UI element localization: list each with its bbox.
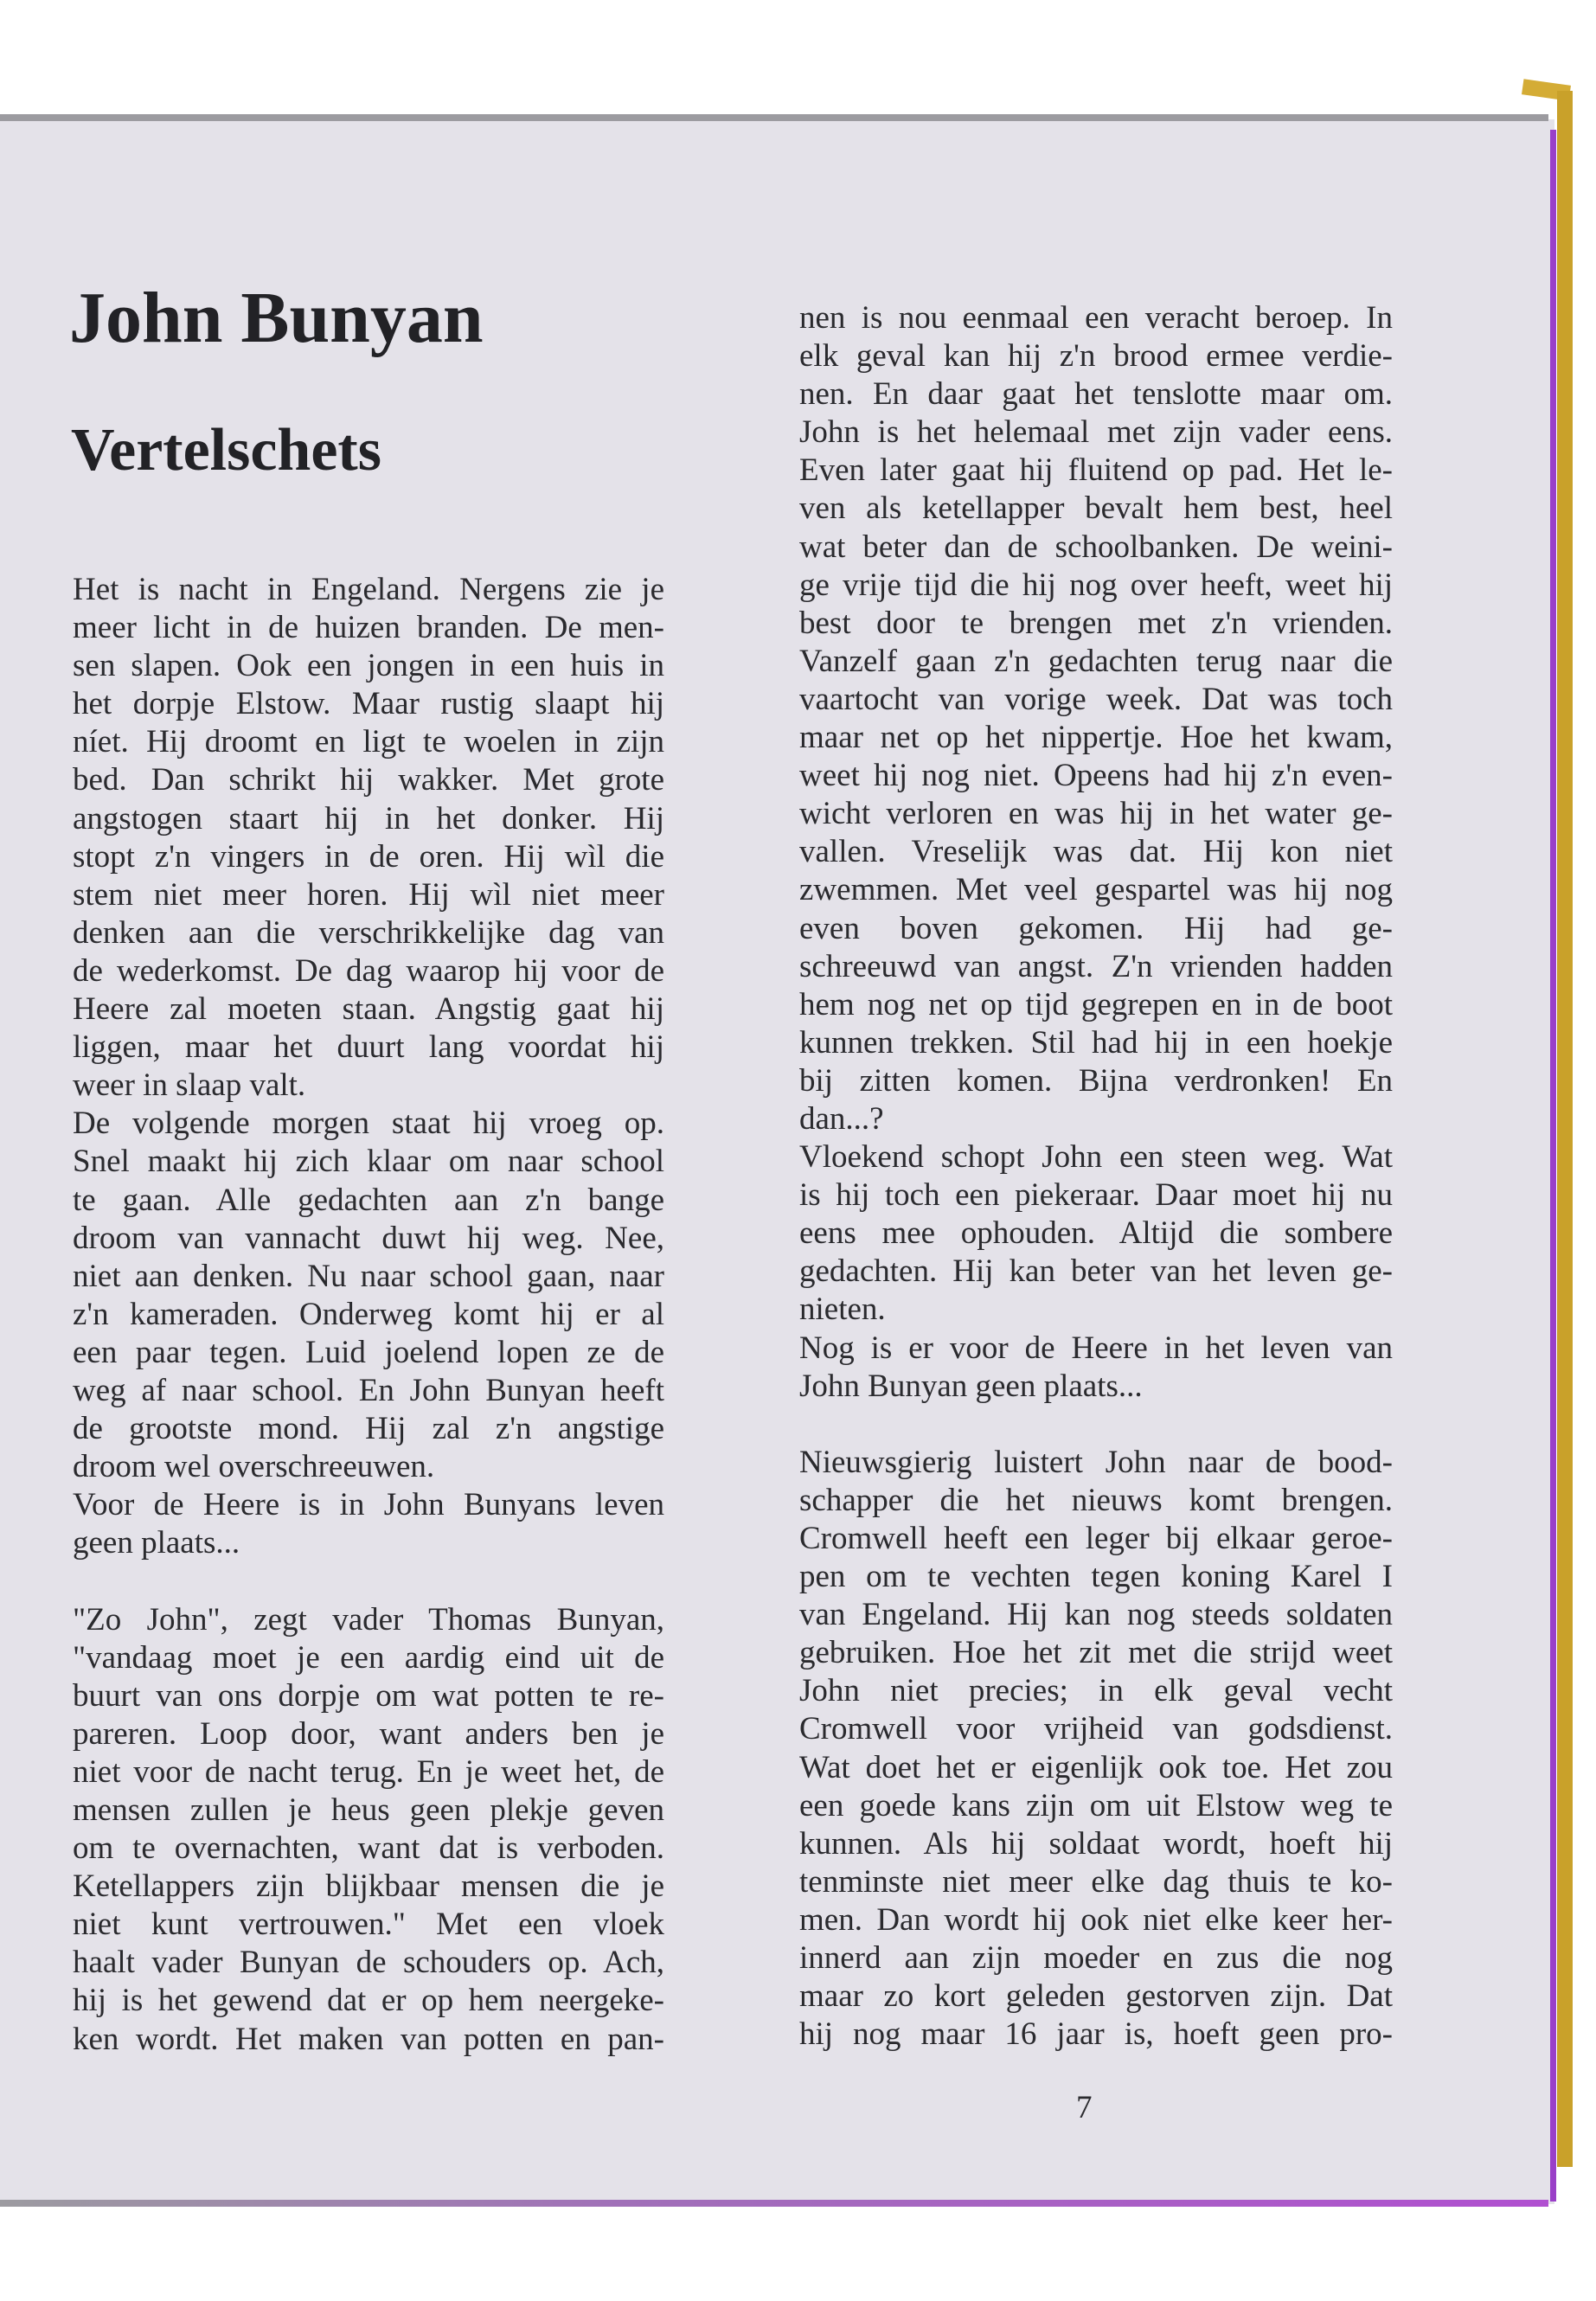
page-title: John Bunyan: [69, 278, 484, 358]
text-line: pareren. Loop door, want anders ben je: [73, 1715, 664, 1752]
text-line: innerd aan zijn moeder en zus die nog: [799, 1940, 1393, 1977]
text-line: men. Dan wordt hij ook niet elke keer her-: [799, 1901, 1393, 1938]
text-line: Nieuwsgierig luistert John naar de bood-: [799, 1444, 1393, 1480]
text-line: stem niet meer horen. Hij wìl niet meer: [73, 876, 664, 913]
text-line: hij is het gewend dat er op hem neergeke-: [73, 1983, 664, 2019]
text-line: Vloekend schopt John een steen weg. Wat: [799, 1139, 1393, 1176]
text-line: van Engeland. Hij kan nog steeds soldaten: [799, 1597, 1393, 1633]
text-line: gebruiken. Hoe het zit met die strijd weet: [799, 1635, 1393, 1671]
text-line: Ketellappers zijn blijkbaar mensen die je: [73, 1868, 664, 1905]
text-line: wicht verloren en was hij in het water ge-: [799, 796, 1393, 832]
text-line: "vandaag moet je een aardig eind uit de: [73, 1639, 664, 1676]
paragraph: [799, 1138, 1393, 1329]
text-line: om te overnachten, want dat is verboden.: [73, 1830, 664, 1867]
text-line: kunnen trekken. Stil had hij in een hoekje: [799, 1024, 1393, 1061]
page-top-edge: [0, 114, 1548, 121]
text-line: de wederkomst. De dag waarop hij voor de: [73, 952, 664, 989]
book-cover-edge: [1557, 91, 1573, 2167]
text-line: Cromwell voor vrijheid van godsdienst.: [799, 1711, 1393, 1747]
text-line: denken aan die verschrikkelijke dag van: [73, 914, 664, 951]
text-line: weg af naar school. En John Bunyan heeft: [73, 1372, 664, 1408]
paragraph: [73, 1601, 664, 2059]
left-text-column: [73, 571, 664, 2059]
text-line: "Zo John", zegt vader Thomas Bunyan,: [73, 1601, 664, 1638]
text-line: bed. Dan schrikt hij wakker. Met grote: [73, 762, 664, 798]
paragraph: [799, 299, 1393, 1138]
text-line: ge vrije tijd die hij nog over heeft, weet hij: [799, 567, 1393, 603]
text-line: bij zitten komen. Bijna verdronken! En: [799, 1062, 1393, 1099]
text-line: droom wel overschreeuwen.: [73, 1449, 435, 1485]
text-line: Wat doet het er eigenlijk ook toe. Het zou: [799, 1749, 1393, 1785]
text-line: nen. En daar gaat het tenslotte maar om.: [799, 376, 1393, 413]
text-line: John niet precies; in elk geval vecht: [799, 1673, 1393, 1709]
paragraph: [73, 571, 664, 1105]
text-line: meer licht in de huizen branden. De men-: [73, 610, 664, 646]
text-line: niet aan denken. Nu naar school gaan, naar: [73, 1258, 664, 1294]
text-line: niet voor de nacht terug. En je weet het, de: [73, 1753, 664, 1790]
text-line: schreeuwd van angst. Z'n vrienden hadden: [799, 948, 1393, 984]
text-line: haalt vader Bunyan de schouders op. Ach,: [73, 1945, 664, 1981]
text-line: eens mee ophouden. Altijd die sombere: [799, 1215, 1393, 1252]
paragraph: [799, 1330, 1393, 1406]
text-line: het dorpje Elstow. Maar rustig slaapt hij: [73, 686, 664, 722]
text-line: de grootste mond. Hij zal z'n angstige: [73, 1411, 664, 1447]
paragraph: [73, 1486, 664, 1562]
text-line: gedachten. Hij kan beter van het leven ge-: [799, 1253, 1393, 1290]
text-line: hij nog maar 16 jaar is, hoeft geen pro-: [799, 2016, 1393, 2053]
text-line: schapper die het nieuws komt brengen.: [799, 1482, 1393, 1518]
page-side-edge: [1550, 130, 1556, 2202]
text-line: zwemmen. Met veel gespartel was hij nog: [799, 872, 1393, 908]
text-line: mensen zullen je heus geen plekje geven: [73, 1792, 664, 1828]
paragraph: [799, 1444, 1393, 2054]
text-line: nen is nou eenmaal een veracht beroep. In: [799, 300, 1393, 336]
text-line: maar zo kort geleden gestorven zijn. Dat: [799, 1978, 1393, 2015]
text-line: vallen. Vreselijk was dat. Hij kon niet: [799, 834, 1393, 870]
text-line: te gaan. Alle gedachten aan z'n bange: [73, 1182, 664, 1218]
text-line: een paar tegen. Luid joelend lopen ze de: [73, 1334, 664, 1370]
paragraph-gap: [799, 1406, 1393, 1444]
text-line: hem nog net op tijd gegrepen en in de boot: [799, 986, 1393, 1022]
text-line: weet hij nog niet. Opeens had hij z'n even-: [799, 758, 1393, 794]
page-bottom-edge: [0, 2200, 1548, 2207]
text-line: stopt z'n vingers in de oren. Hij wìl die: [73, 838, 664, 875]
text-line: een goede kans zijn om uit Elstow weg te: [799, 1787, 1393, 1823]
text-line: Het is nacht in Engeland. Nergens zie je: [73, 572, 664, 607]
text-line: Even later gaat hij fluitend op pad. Het le-: [799, 452, 1393, 489]
text-line: John Bunyan geen plaats...: [799, 1368, 1143, 1404]
text-line: Snel maakt hij zich klaar om naar school: [73, 1144, 664, 1180]
text-line: weer in slaap valt.: [73, 1067, 306, 1104]
text-line: nieten.: [799, 1292, 886, 1328]
text-line: De volgende morgen staat hij vroeg op.: [73, 1106, 664, 1142]
text-line: buurt van ons dorpje om wat potten te re-: [73, 1677, 664, 1714]
text-line: Cromwell heeft een leger bij elkaar geroe-: [799, 1521, 1393, 1556]
text-line: Heere zal moeten staan. Angstig gaat hij: [73, 991, 664, 1028]
text-line: Nog is er voor de Heere in het leven van: [799, 1330, 1393, 1366]
text-line: dan...?: [799, 1100, 884, 1137]
text-line: pen om te vechten tegen koning Karel I: [799, 1559, 1393, 1595]
text-line: níet. Hij droomt en ligt te woelen in zijn: [73, 724, 664, 760]
text-line: Voor de Heere is in John Bunyans leven: [73, 1487, 664, 1523]
text-line: John is het helemaal met zijn vader eens.: [799, 414, 1393, 451]
text-line: even boven gekomen. Hij had ge-: [799, 910, 1393, 946]
text-line: niet kunt vertrouwen." Met een vloek: [73, 1907, 664, 1943]
text-line: kunnen. Als hij soldaat wordt, hoeft hij: [799, 1825, 1393, 1862]
page-number: 7: [1076, 2090, 1093, 2125]
text-line: sen slapen. Ook een jongen in een huis in: [73, 648, 664, 684]
text-line: Vanzelf gaan z'n gedachten terug naar die: [799, 643, 1393, 679]
text-line: vaartocht van vorige week. Dat was toch: [799, 681, 1393, 717]
text-line: tenminste niet meer elke dag thuis te ko-: [799, 1863, 1393, 1900]
text-line: angstogen staart hij in het donker. Hij: [73, 800, 664, 836]
text-line: z'n kameraden. Onderweg komt hij er al: [73, 1296, 664, 1332]
text-line: elk geval kan hij z'n brood ermee verdie-: [799, 338, 1393, 375]
text-line: liggen, maar het duurt lang voordat hij: [73, 1029, 664, 1066]
text-line: droom van vannacht duwt hij weg. Nee,: [73, 1220, 664, 1256]
paragraph-gap: [73, 1562, 664, 1600]
text-line: maar net op het nippertje. Hoe het kwam,: [799, 720, 1393, 756]
text-line: ven als ketellapper bevalt hem best, heel: [799, 490, 1393, 527]
text-line: ken wordt. Het maken van potten en pan-: [73, 2021, 664, 2057]
text-line: is hij toch een piekeraar. Daar moet hij nu: [799, 1177, 1393, 1214]
right-text-column: [799, 299, 1393, 2054]
text-line: wat beter dan de schoolbanken. De weini-: [799, 529, 1393, 565]
text-line: geen plaats...: [73, 1525, 240, 1561]
text-line: best door te brengen met z'n vrienden.: [799, 605, 1393, 641]
page-subtitle: Vertelschets: [71, 417, 381, 484]
paragraph: [73, 1105, 664, 1486]
